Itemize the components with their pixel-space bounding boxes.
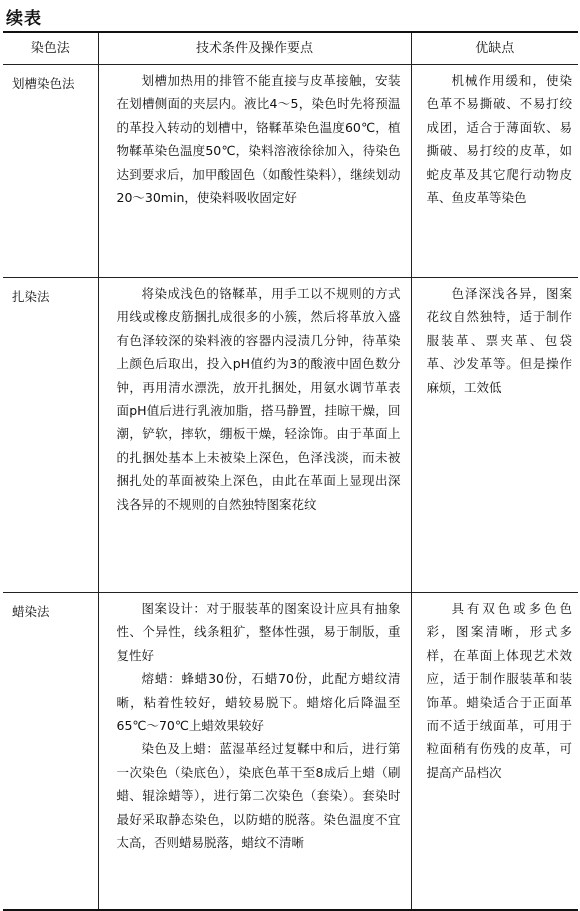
row-tech	[98, 65, 411, 278]
tech-paragraph: 熔蜡：蜂蜡30份，石蜡70份，此配方蜡纹清晰，粘着性较好，蜡较易脱下。蜡熔化后降温至65℃～70℃上蜡效果较好	[116, 671, 401, 734]
dyeing-methods-table	[3, 31, 578, 911]
tech-paragraph: 图案设计：对于服装革的图案设计应具有抽象性、个异性，线条粗犷，整体性强，易于制版，重复性好	[116, 601, 401, 663]
tech-paragraph: 染色及上蜡：蓝湿革经过复鞣中和后，进行第一次染色（染底色），染底色革干至8成后上蜡（刷蜡、辊涂蜡等），进行第二次染色（套染）。套染时最好采取静态染色，以防蜡的脱落。染色温度不宜太高，否则蜡易脱落，蜡纹不清晰	[116, 741, 401, 851]
row-method: 划槽染色法	[3, 65, 98, 278]
table-row	[3, 65, 578, 278]
header-tech: 技术条件及操作要点	[98, 32, 411, 65]
advantages-text: 机械作用缓和，使染色革不易撕破、不易打绞成团，适合于薄面软、易撕破、易打绞的皮革，如蛇皮革及其它爬行动物皮革、鱼皮革等染色	[426, 73, 572, 206]
row-method: 蜡染法	[3, 593, 98, 911]
row-advantages	[411, 278, 578, 593]
table-caption: 续表	[6, 9, 42, 29]
row-tech	[98, 593, 411, 911]
table-header-row	[3, 32, 578, 65]
advantages-text: 具有双色或多色色彩，图案清晰，形式多样，在革面上体现艺术效应，适于制作服装革和装饰革。蜡染适合于正面革而不适于绒面革，可用于粒面稍有伤残的皮革，可提高产品档次	[426, 601, 572, 780]
tech-paragraph: 划槽加热用的排管不能直接与皮革接触，安装在划槽侧面的夹层内。液比4～5，染色时先将预温的革投入转动的划槽中，铬鞣革染色温度60℃，植物鞣革染色温度50℃，染料溶液徐徐加入，待染色达到要求后，加甲酸固色（如酸性染料），继续划动20～30min，使染料吸收固定好	[116, 73, 401, 206]
row-advantages	[411, 593, 578, 911]
row-advantages	[411, 65, 578, 278]
tech-paragraph: 将染成浅色的铬鞣革，用手工以不规则的方式用线或橡皮筋捆扎成很多的小簇，然后将革放入盛有色泽较深的染料液的容器内浸渍几分钟，待革染上颜色后取出，投入pH值约为3的酸液中固色数分钟，再用清水漂洗，放开扎捆处，用氨水调节革表面pH值后进行乳液加脂，搭马静置，挂晾干燥，回潮，铲软，摔软，绷板干燥，轻涂饰。由于革面上的扎捆处基本上未被染上深色，色泽浅淡，而未被捆扎处的革面被染上深色，由此在革面上显现出深浅各异的不规则的自然独特图案花纹	[116, 286, 401, 512]
row-method: 扎染法	[3, 278, 98, 593]
advantages-text: 色泽深浅各异，图案花纹自然独特，适于制作服装革、票夹革、包袋革、沙发革等。但是操作麻烦，工效低	[426, 286, 572, 395]
header-advantages: 优缺点	[411, 32, 578, 65]
row-tech	[98, 278, 411, 593]
header-method: 染色法	[3, 32, 98, 65]
table-row	[3, 593, 578, 911]
table-row	[3, 278, 578, 593]
